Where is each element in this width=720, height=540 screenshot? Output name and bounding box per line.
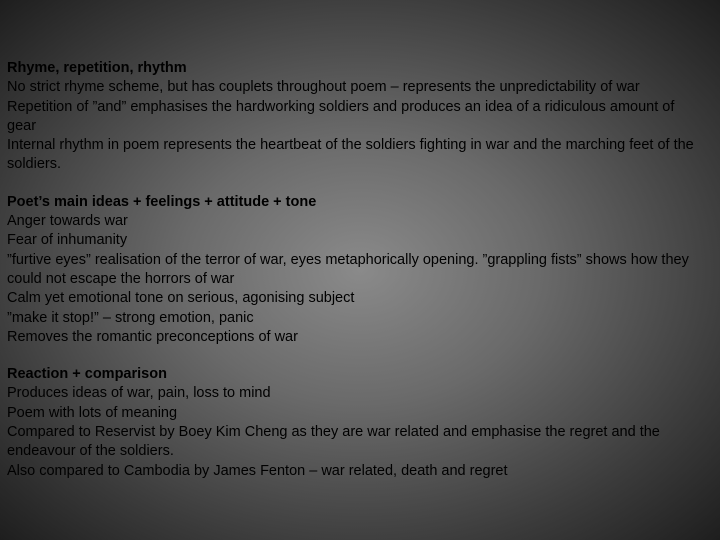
body-line: Internal rhythm in poem represents the heartbeat of the soldiers fighting in war and the marching feet of the soldiers.	[7, 137, 694, 173]
section-heading: Rhyme, repetition, rhythm	[7, 60, 187, 76]
body-line: Also compared to Cambodia by James Fenton – war related, death and regret	[7, 462, 508, 479]
body-line: ”make it stop!” – strong emotion, panic	[7, 309, 254, 326]
body-line: Produces ideas of war, pain, loss to mind	[7, 385, 271, 402]
section-heading: Reaction + comparison	[7, 366, 167, 383]
body-line: Compared to Reservist by Boey Kim Cheng as they are war related and emphasise the regret and the endeavour of the soldiers.	[7, 424, 660, 460]
body-line: Removes the romantic preconceptions of war	[7, 328, 298, 345]
body-line: No strict rhyme scheme, but has couplets throughout poem – represents the unpredictability of war	[7, 79, 640, 96]
slide-content	[7, 59, 707, 499]
body-line: ”furtive eyes” realisation of the terror of war, eyes metaphorically opening. ”grappling fists” shows how they could not escape the horrors of war	[7, 251, 689, 287]
body-line: Anger towards war	[7, 213, 128, 230]
body-line: Fear of inhumanity	[7, 232, 128, 249]
body-line: Poem with lots of meaning	[7, 404, 178, 421]
body-line: Calm yet emotional tone on serious, agonising subject	[7, 290, 355, 307]
section-poets-main-ideas	[7, 193, 707, 347]
section-rhyme-repetition-rhythm	[7, 59, 707, 175]
section-heading: Poet’s main ideas + feelings + attitude + tone	[7, 193, 317, 210]
section-reaction-comparison	[7, 365, 707, 481]
body-line: Repetition of ”and” emphasises the hardworking soldiers and produces an idea of a ridiculous amount of gear	[7, 98, 675, 134]
